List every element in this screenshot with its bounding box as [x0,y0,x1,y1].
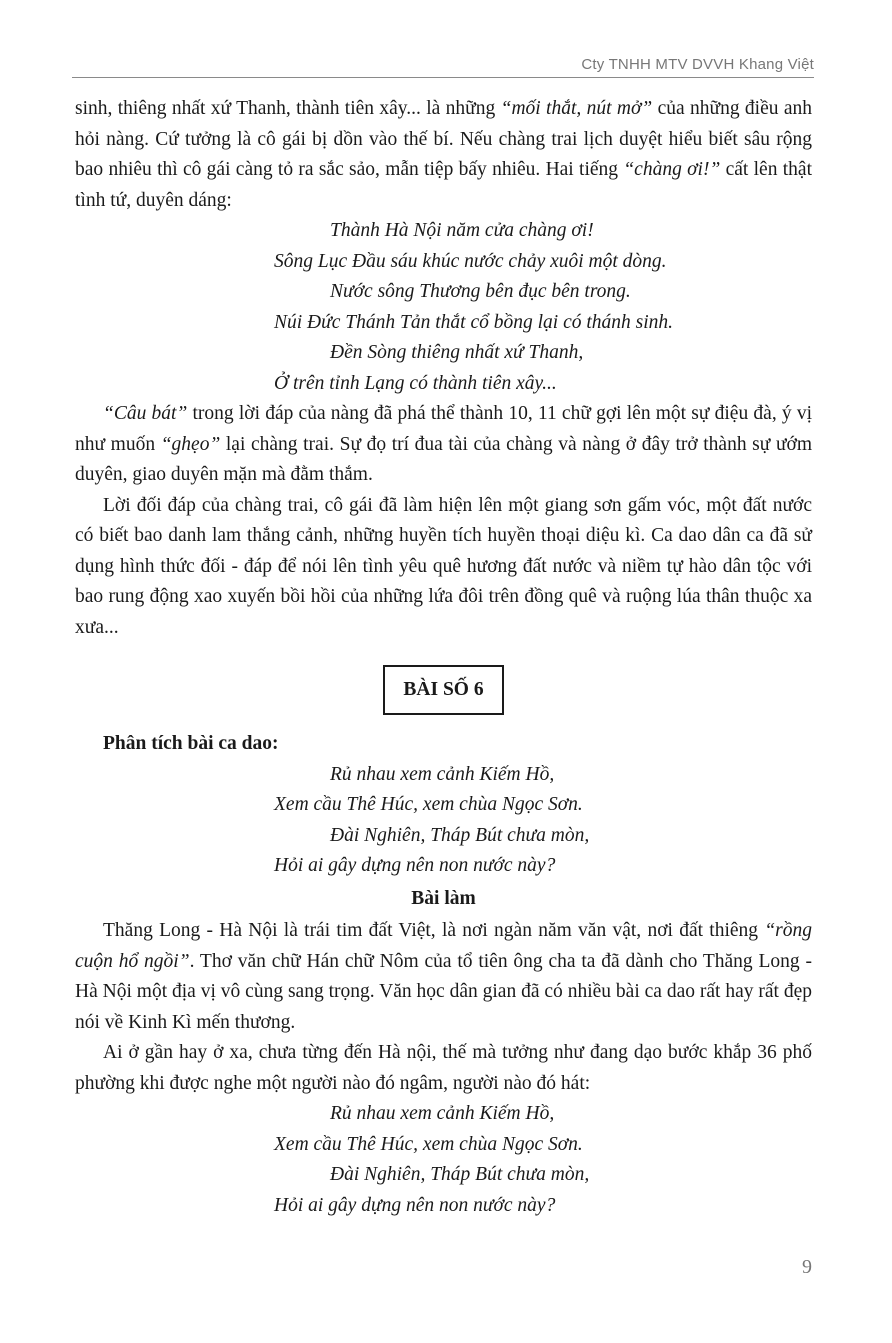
poem-line: Xem cầu Thê Húc, xem chùa Ngọc Sơn. [274,794,583,815]
poem-dialogue [75,216,812,399]
poem-line: Đền Sòng thiêng nhất xứ Thanh, [330,342,584,363]
poem-line: Ở trên tỉnh Lạng có thành tiên xây... [274,372,557,394]
section-title-box: BÀI SỐ 6 [383,665,503,715]
page-number: 9 [802,1256,812,1278]
running-header: Cty TNHH MTV DVVH Khang Việt [581,56,814,73]
poem-line: Hỏi ai gây dựng nên non nước này? [274,855,556,876]
text-run: . Thơ văn chữ Hán chữ Nôm của tổ tiên ông cha ta đã dành cho Thăng Long - Hà Nội một địa vị vô cùng sang trọng. Văn học dân gian đã có nhiều bài ca dao rất hay rất đẹp nói về Kinh Kì mến thương. [75,950,812,1033]
text-run: Thăng Long - Hà Nội là trái tim đất Việt, là nơi ngàn năm văn vật, nơi đất thiêng [103,920,765,941]
poem-line: Sông Lục Đầu sáu khúc nước chảy xuôi một dòng. [274,250,667,272]
text-run: cất lên thật tình tứ, duyên dáng: [75,159,812,211]
paragraph-intro [75,94,812,216]
poem-line: Đài Nghiên, Tháp Bút chưa mòn, [330,1164,590,1185]
italic-quote: “ghẹo” [160,433,221,455]
paragraph-conclusion: Lời đối đáp của chàng trai, cô gái đã làm hiện lên một giang sơn gấm vóc, một đất nước có biết bao danh lam thắng cảnh, những huyền tích huyền thoại diệu kì. Ca dao dân ca đã sử dụng hình thức đối - đáp để nói lên tình yêu quê hương đất nước và niềm tự hào dân tộc với bao rung động xao xuyến bồi hồi của những lứa đôi trên đồng quê và ruộng lúa thân thuộc xa xưa... [75,494,812,638]
section-heading-wrap [75,665,812,715]
poem-line: Thành Hà Nội năm cửa chàng ơi! [330,220,594,241]
poem-line: Đài Nghiên, Tháp Bút chưa mòn, [330,824,590,846]
poem-line: Rủ nhau xem cảnh Kiếm Hồ, [330,763,555,785]
paragraph-ha-noi: Ai ở gần hay ở xa, chưa từng đến Hà nội, thế mà tưởng như đang dạo bước khắp 36 phố phường khi được nghe một người nào đó ngâm, người nào đó hát: [75,1042,812,1094]
answer-heading: Bài làm [411,887,476,909]
poem-line: Nước sông Thương bên đục bên trong. [330,281,631,302]
italic-quote: “mối thắt, nút mở” [500,98,653,119]
text-run: của những điều anh hỏi nàng. Cứ tưởng là cô gái bị dồn vào thế bí. Nếu chàng trai lịch duyệt hiểu biết sâu rộng bao nhiêu thì cô gái càng tỏ ra sắc sảo, mẫn tiệp bấy nhiêu. Hai tiếng [75,98,813,180]
poem-kiem-ho [75,760,812,882]
poem-line: Hỏi ai gây dựng nên non nước này? [274,1194,556,1216]
poem-line: Núi Đức Thánh Tản thắt cổ bồng lại có thánh sinh. [274,311,674,333]
poem-line: Xem cầu Thê Húc, xem chùa Ngọc Sơn. [274,1133,583,1155]
italic-quote: “rồng cuộn hổ ngồi” [75,920,812,972]
text-run: sinh, thiêng nhất xứ Thanh, thành tiên xây... là những [75,98,501,119]
page-body [75,94,812,1221]
italic-quote: “Câu bát” [103,403,188,424]
poem-kiem-ho-repeat [75,1099,812,1221]
text-run: trong lời đáp của nàng đã phá thể thành 10, 11 chữ gợi lên một sự điệu đà, ý vị như muốn [75,403,812,455]
exercise-prompt: Phân tích bài ca dao: [103,733,279,754]
paragraph-cau-bat [75,399,812,491]
paragraph-thang-long [75,916,812,1038]
poem-line: Rủ nhau xem cảnh Kiếm Hồ, [330,1103,555,1124]
italic-quote: “chàng ơi!” [623,159,721,180]
header-rule [72,77,814,78]
text-run: lại chàng trai. Sự đọ trí đua tài của chàng và nàng ở đây trở thành sự ướm duyên, giao duyên mặn mà đằm thắm. [75,433,812,485]
